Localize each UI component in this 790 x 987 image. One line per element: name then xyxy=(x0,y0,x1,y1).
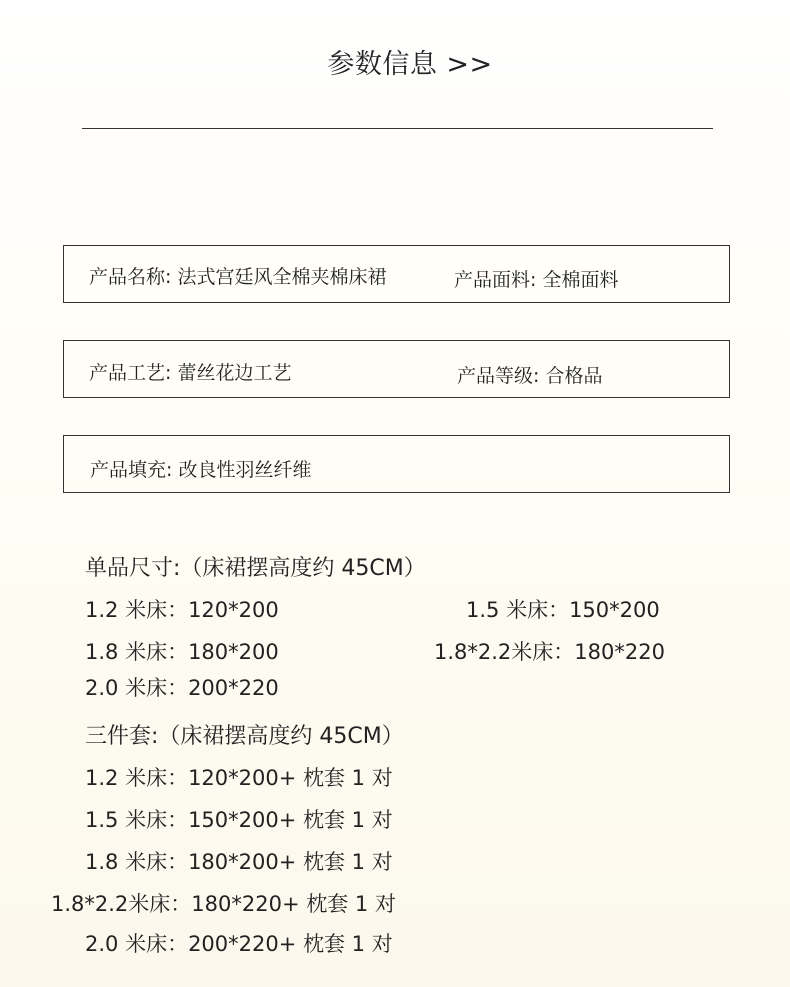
param-row-craft-grade xyxy=(63,340,730,398)
set-size-1-2: 1.2 米床：120*200+ 枕套 1 对 xyxy=(85,766,393,790)
set-size-1-5: 1.5 米床：150*200+ 枕套 1 对 xyxy=(85,808,393,832)
title-divider xyxy=(82,128,713,129)
set-size-1-8: 1.8 米床：180*200+ 枕套 1 对 xyxy=(85,850,393,874)
single-size-1-2: 1.2 米床：120*200 xyxy=(85,598,279,622)
single-size-1-5: 1.5 米床：150*200 xyxy=(466,598,660,622)
set-size-2-0: 2.0 米床：200*220+ 枕套 1 对 xyxy=(85,932,393,956)
product-grade: 产品等级: 合格品 xyxy=(457,365,603,387)
product-craft: 产品工艺: 蕾丝花边工艺 xyxy=(89,362,292,384)
page-title: 参数信息 >> xyxy=(327,49,493,80)
product-filling: 产品填充: 改良性羽丝纤维 xyxy=(90,459,312,481)
set-size-heading: 三件套:（床裙摆高度约 45CM） xyxy=(85,724,404,749)
set-size-1-8x2-2: 1.8*2.2米床：180*220+ 枕套 1 对 xyxy=(51,892,396,916)
single-size-2-0: 2.0 米床：200*220 xyxy=(85,676,279,700)
param-row-filling xyxy=(63,435,730,493)
product-name: 产品名称: 法式宫廷风全棉夹棉床裙 xyxy=(89,266,387,288)
single-size-heading: 单品尺寸:（床裙摆高度约 45CM） xyxy=(85,556,426,581)
product-fabric: 产品面料: 全棉面料 xyxy=(454,269,619,291)
single-size-1-8: 1.8 米床：180*200 xyxy=(85,640,279,664)
single-size-1-8x2-2: 1.8*2.2米床：180*220 xyxy=(434,640,665,664)
param-row-name-fabric xyxy=(63,245,730,303)
